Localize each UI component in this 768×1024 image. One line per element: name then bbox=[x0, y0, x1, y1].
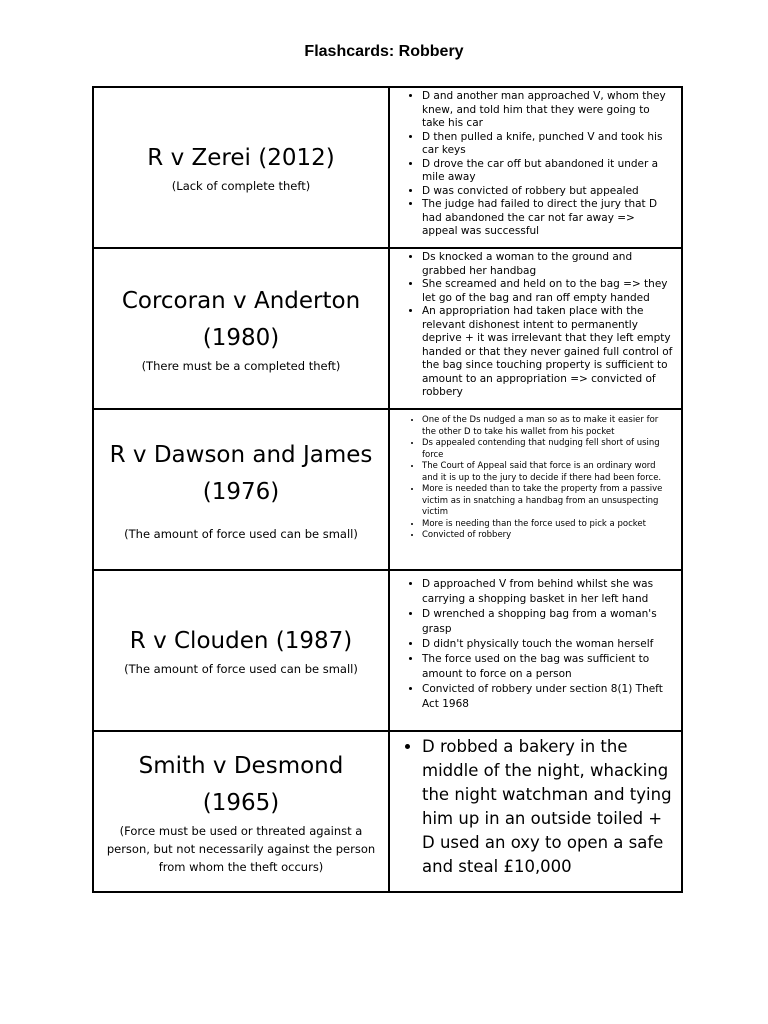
fact-item: • An appropriation had taken place with the relevant dishonest intent to permanently deprive + it was irrelevant that they left empty handed or that they never gained full control of the bag since touching property is sufficient to amount to an appropriation => convicted of robbery bbox=[422, 305, 673, 400]
facts-list bbox=[390, 88, 681, 239]
fact-item: • D and another man approached V, whom they knew, and told him that they were going to take his car bbox=[422, 90, 673, 131]
fact-item: • D approached V from behind whilst she was carrying a shopping basket in her left hand bbox=[422, 577, 673, 607]
case-cell bbox=[93, 570, 389, 731]
flashcard-row bbox=[93, 248, 682, 409]
page-title: Flashcards: Robbery bbox=[304, 43, 464, 60]
case-name: Corcoran v Anderton (1980) bbox=[121, 287, 361, 351]
flashcard-row bbox=[93, 731, 682, 892]
case-cell bbox=[93, 731, 389, 892]
facts-cell bbox=[389, 87, 682, 248]
flashcard-row bbox=[93, 409, 682, 570]
case-cell bbox=[93, 409, 389, 570]
case-principle: (Lack of complete theft) bbox=[171, 179, 311, 193]
fact-item: • The judge had failed to direct the jury that D had abandoned the car not far away => appeal was successful bbox=[422, 198, 673, 239]
flashcards-table bbox=[92, 86, 683, 893]
fact-item: • More is needing than the force used to pick a pocket bbox=[422, 519, 673, 531]
fact-item: • D didn't physically touch the woman herself bbox=[422, 637, 673, 652]
case-name: R v Dawson and James (1976) bbox=[109, 441, 373, 505]
case-principle: (There must be a completed theft) bbox=[141, 358, 341, 373]
fact-item: • Convicted of robbery under section 8(1) Theft Act 1968 bbox=[422, 682, 673, 712]
case-name: R v Zerei (2012) bbox=[147, 145, 335, 171]
fact-item: • The force used on the bag was sufficient to amount to force on a person bbox=[422, 652, 673, 682]
case-principle: (The amount of force used can be small) bbox=[124, 662, 358, 676]
flashcard-row bbox=[93, 570, 682, 731]
fact-item: • One of the Ds nudged a man so as to make it easier for the other D to take his wallet from his pocket bbox=[422, 415, 673, 438]
facts-list bbox=[390, 410, 681, 542]
fact-item: • She screamed and held on to the bag => they let go of the bag and ran off empty handed bbox=[422, 278, 673, 305]
facts-list bbox=[390, 571, 681, 712]
fact-item: • D then pulled a knife, punched V and took his car keys bbox=[422, 131, 673, 158]
facts-cell bbox=[389, 248, 682, 409]
case-name: Smith v Desmond (1965) bbox=[138, 752, 344, 816]
facts-list bbox=[390, 249, 681, 400]
facts-list bbox=[390, 732, 681, 879]
fact-item: • Ds appealed contending that nudging fell short of using force bbox=[422, 438, 673, 461]
case-name: R v Clouden (1987) bbox=[129, 628, 353, 654]
fact-item: • D robbed a bakery in the middle of the night, whacking the night watchman and tying him up in an outside toiled + D used an oxy to open a safe and steal £10,000 bbox=[422, 735, 673, 879]
facts-cell bbox=[389, 731, 682, 892]
case-principle: (The amount of force used can be small) bbox=[124, 526, 358, 541]
fact-item: • Convicted of robbery bbox=[422, 530, 673, 542]
fact-item: • More is needed than to take the property from a passive victim as in snatching a handbag from an unsuspecting victim bbox=[422, 484, 673, 519]
fact-item: • The Court of Appeal said that force is an ordinary word and it is up to the jury to decide if there had been force. bbox=[422, 461, 673, 484]
case-cell bbox=[93, 87, 389, 248]
facts-cell bbox=[389, 409, 682, 570]
case-principle: (Force must be used or threated against a person, but not necessarily against the person from whom the theft occurs) bbox=[106, 823, 376, 874]
fact-item: • D was convicted of robbery but appealed bbox=[422, 185, 673, 199]
fact-item: • D wrenched a shopping bag from a woman's grasp bbox=[422, 607, 673, 637]
fact-item: • Ds knocked a woman to the ground and grabbed her handbag bbox=[422, 251, 673, 278]
facts-cell bbox=[389, 570, 682, 731]
fact-item: • D drove the car off but abandoned it under a mile away bbox=[422, 158, 673, 185]
spacer bbox=[94, 511, 388, 525]
case-cell bbox=[93, 248, 389, 409]
flashcard-row bbox=[93, 87, 682, 248]
